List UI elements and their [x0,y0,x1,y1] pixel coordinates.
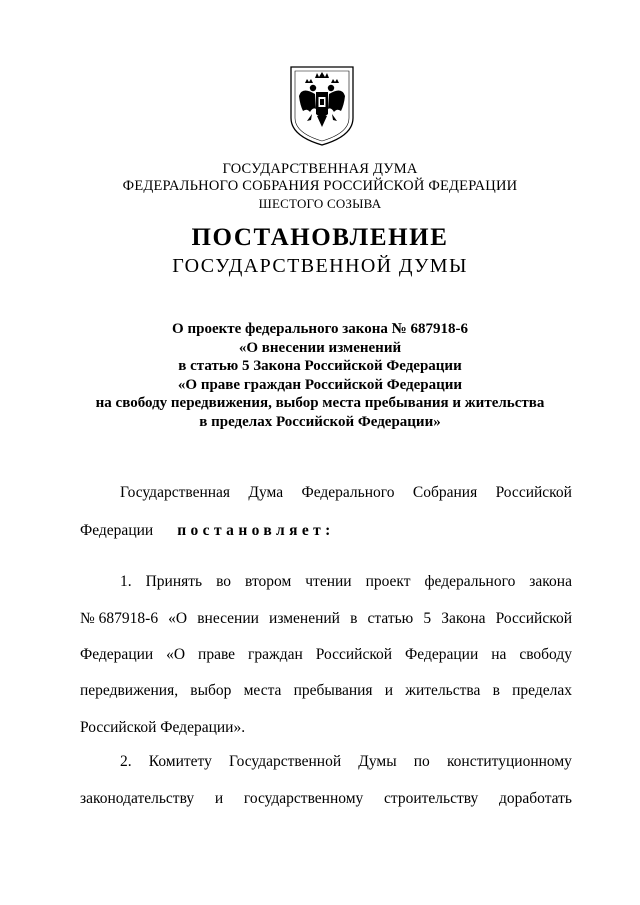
subject-line: на свободу передвижения, выбор места пребывания и жительства [95,395,545,412]
subject-line: «О праве граждан Российской Федерации [177,376,463,393]
subject-line: «О внесении изменений [238,339,402,356]
document-subject [0,320,640,432]
body-word: передвижения, [80,682,179,699]
document-type-title: ПОСТАНОВЛЕНИЕ [191,224,449,251]
item2-line-2 [80,789,572,809]
body-word: изменений [269,610,340,627]
body-word: и [214,790,224,807]
body-word: Российской [495,610,572,627]
body-word: Федерации [80,522,154,539]
body-word: проект [365,573,411,590]
header-line-2: ФЕДЕРАЛЬНОГО СОБРАНИЯ РОССИЙСКОЙ ФЕДЕРАЦИИ [122,178,518,194]
body-word: Федерации [405,646,479,663]
body-word: государственному [243,790,364,807]
body-word: места [243,682,282,699]
subject-line: О проекте федерального закона № 687918-6 [172,321,468,337]
body-word: статью [367,610,414,627]
body-word: чтении [305,573,352,590]
document-issuer: ГОСУДАРСТВЕННОЙ ДУМЫ [172,255,468,277]
body-word: в [350,610,358,627]
item2-line-1 [120,752,572,772]
body-word: внесении [197,610,259,627]
body-word: втором [245,573,292,590]
body-word: Федерального [301,484,395,501]
body-word: свободу [519,646,572,663]
body-word: доработать [499,790,572,807]
body-word: Российской [495,484,572,501]
item1-line-4 [80,681,572,701]
body-word: 5 [423,610,432,627]
body-word: Российской [315,646,393,663]
body-word: закона [529,573,572,590]
body-word: Государственная [120,484,231,501]
body-word: пределах [512,682,572,699]
body-word: на [491,646,507,663]
body-word: Государственной [229,753,342,770]
body-word: жительства [405,682,481,699]
body-word: и [384,682,394,699]
body-word: в [492,682,500,699]
subject-line: в пределах Российской Федерации» [199,413,441,430]
body-word: пребывания [293,682,373,699]
body-word: граждан [248,646,303,663]
body-word: Федерации [80,646,154,663]
item1-line-1 [120,572,572,592]
body-word: Принять [145,573,203,590]
body-word: праве [198,646,236,663]
body-word: по [413,753,430,770]
body-word: «О [166,646,186,663]
body-word: Собрания [412,484,478,501]
body-word: законодательству [80,790,195,807]
body-word: Закона [441,610,486,627]
body-word: Комитету [148,753,212,770]
body-word: 2. [120,753,132,770]
header-line-3: ШЕСТОГО СОЗЫВА [258,196,382,211]
body-word: Дума [248,484,284,501]
body-word: во [216,573,232,590]
body-word: выбор [190,682,232,699]
body-word: «О [168,610,188,627]
item1-line-3 [80,645,572,665]
preamble-line-1 [120,483,572,503]
item1-line-2 [80,609,572,629]
body-word: федерального [424,573,516,590]
subject-line: в статью 5 Закона Российской Федерации [178,358,462,375]
enacting-word: постановляет: [177,522,335,539]
body-word: 1. [120,573,132,590]
item1-line-5: Российской Федерации». [80,719,246,736]
preamble-line-2 [80,521,335,541]
body-word: строительству [384,790,479,807]
body-word: № 687918-6 [80,610,159,627]
body-word: конституционному [446,753,572,770]
coat-of-arms-icon [288,64,356,148]
header-line-1: ГОСУДАРСТВЕННАЯ ДУМА [222,161,418,177]
body-word: Думы [358,753,397,770]
